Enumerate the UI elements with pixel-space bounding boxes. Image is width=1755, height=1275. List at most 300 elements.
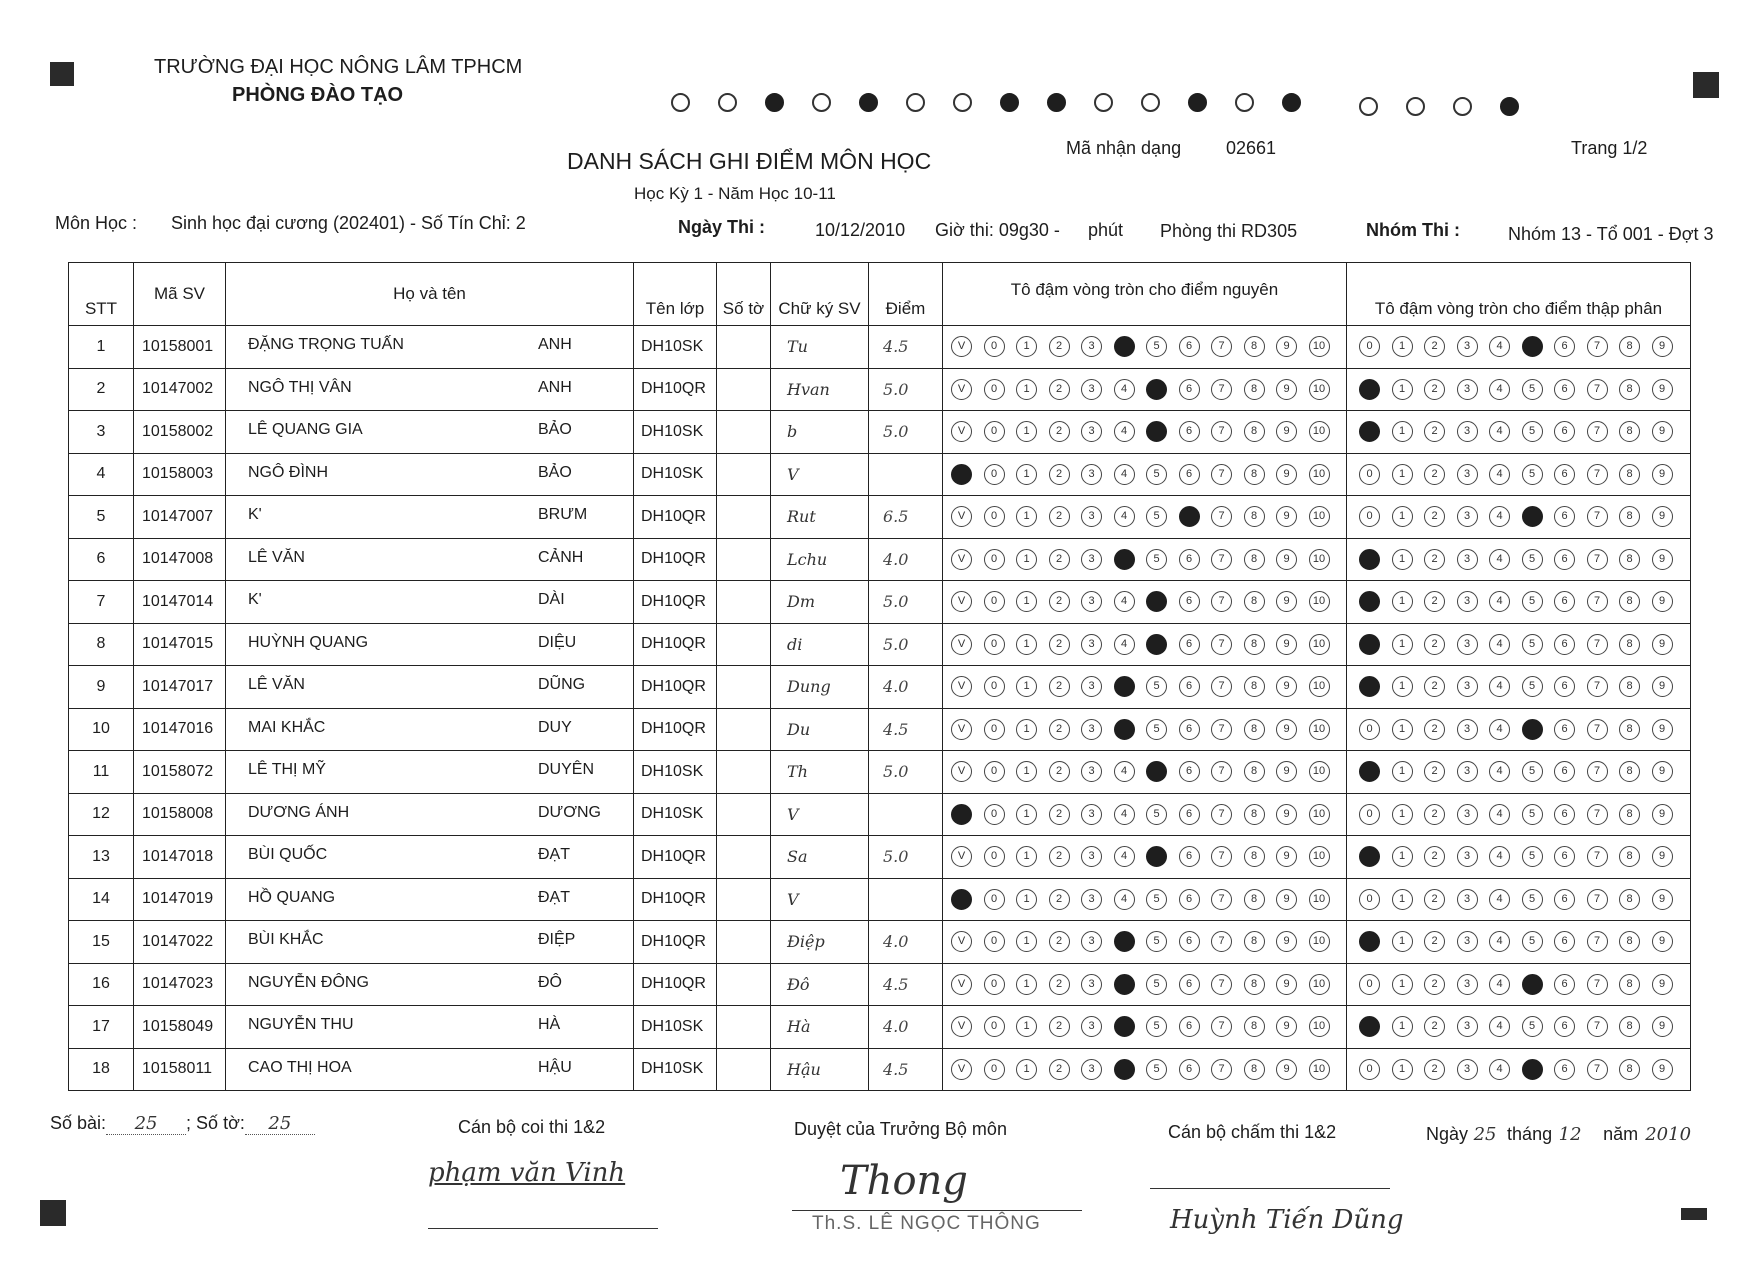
integer-bubble[interactable]: 7 <box>1211 421 1232 442</box>
decimal-bubble[interactable]: 6 <box>1554 549 1575 570</box>
decimal-bubble[interactable] <box>1522 336 1543 357</box>
integer-bubble[interactable]: 6 <box>1179 889 1200 910</box>
decimal-bubble[interactable]: 2 <box>1424 804 1445 825</box>
integer-bubble[interactable]: V <box>951 549 972 570</box>
decimal-bubble[interactable]: 2 <box>1424 634 1445 655</box>
decimal-bubble[interactable]: 4 <box>1489 379 1510 400</box>
decimal-bubble[interactable]: 1 <box>1392 549 1413 570</box>
decimal-bubble[interactable]: 6 <box>1554 1059 1575 1080</box>
decimal-bubble[interactable]: 7 <box>1587 634 1608 655</box>
integer-bubble[interactable]: 7 <box>1211 846 1232 867</box>
integer-bubble[interactable]: 1 <box>1016 1059 1037 1080</box>
integer-bubble[interactable]: 4 <box>1114 421 1135 442</box>
integer-bubble[interactable]: 3 <box>1081 846 1102 867</box>
decimal-bubble[interactable]: 7 <box>1587 421 1608 442</box>
integer-bubble[interactable]: 10 <box>1309 1016 1330 1037</box>
integer-bubble[interactable]: 9 <box>1276 549 1297 570</box>
integer-bubble[interactable]: 9 <box>1276 761 1297 782</box>
decimal-bubble[interactable]: 3 <box>1457 676 1478 697</box>
integer-bubble[interactable]: 4 <box>1114 506 1135 527</box>
decimal-bubble[interactable]: 9 <box>1652 464 1673 485</box>
decimal-bubble[interactable]: 3 <box>1457 761 1478 782</box>
decimal-bubble[interactable]: 0 <box>1359 506 1380 527</box>
integer-bubble[interactable]: V <box>951 761 972 782</box>
integer-bubble[interactable]: 7 <box>1211 591 1232 612</box>
decimal-bubble[interactable]: 2 <box>1424 591 1445 612</box>
decimal-bubble[interactable]: 8 <box>1619 761 1640 782</box>
decimal-bubble[interactable]: 7 <box>1587 676 1608 697</box>
integer-bubble[interactable]: 9 <box>1276 421 1297 442</box>
integer-bubble[interactable]: 9 <box>1276 676 1297 697</box>
integer-bubble[interactable]: 3 <box>1081 549 1102 570</box>
decimal-bubble[interactable] <box>1359 591 1380 612</box>
decimal-bubble[interactable]: 9 <box>1652 931 1673 952</box>
decimal-bubble[interactable]: 7 <box>1587 974 1608 995</box>
decimal-bubble[interactable]: 3 <box>1457 549 1478 570</box>
decimal-bubble[interactable]: 6 <box>1554 379 1575 400</box>
integer-bubble[interactable]: 5 <box>1146 549 1167 570</box>
decimal-bubble[interactable]: 2 <box>1424 931 1445 952</box>
decimal-bubble[interactable]: 1 <box>1392 1016 1413 1037</box>
decimal-bubble[interactable]: 1 <box>1392 761 1413 782</box>
decimal-bubble[interactable]: 6 <box>1554 421 1575 442</box>
decimal-bubble[interactable]: 0 <box>1359 464 1380 485</box>
decimal-bubble[interactable]: 7 <box>1587 931 1608 952</box>
integer-bubble[interactable]: 8 <box>1244 506 1265 527</box>
decimal-bubble[interactable]: 6 <box>1554 591 1575 612</box>
integer-bubble[interactable]: 3 <box>1081 1059 1102 1080</box>
decimal-bubble[interactable]: 4 <box>1489 336 1510 357</box>
integer-bubble[interactable]: 3 <box>1081 634 1102 655</box>
integer-bubble[interactable] <box>1146 846 1167 867</box>
integer-bubble[interactable]: 9 <box>1276 974 1297 995</box>
integer-bubble[interactable]: 1 <box>1016 974 1037 995</box>
integer-bubble[interactable]: 8 <box>1244 634 1265 655</box>
decimal-bubble[interactable]: 7 <box>1587 804 1608 825</box>
integer-bubble[interactable]: 0 <box>984 676 1005 697</box>
decimal-bubble[interactable]: 0 <box>1359 336 1380 357</box>
integer-bubble[interactable]: V <box>951 421 972 442</box>
decimal-bubble[interactable]: 8 <box>1619 506 1640 527</box>
decimal-bubble[interactable]: 8 <box>1619 549 1640 570</box>
decimal-bubble[interactable]: 4 <box>1489 846 1510 867</box>
decimal-bubble[interactable]: 3 <box>1457 634 1478 655</box>
integer-bubble[interactable]: 10 <box>1309 931 1330 952</box>
decimal-bubble[interactable]: 4 <box>1489 761 1510 782</box>
integer-bubble[interactable]: 7 <box>1211 1059 1232 1080</box>
integer-bubble[interactable] <box>1114 931 1135 952</box>
integer-bubble[interactable]: 10 <box>1309 889 1330 910</box>
integer-bubble[interactable]: 6 <box>1179 591 1200 612</box>
integer-bubble[interactable]: 2 <box>1049 634 1070 655</box>
integer-bubble[interactable]: 1 <box>1016 719 1037 740</box>
decimal-bubble[interactable]: 2 <box>1424 549 1445 570</box>
integer-bubble[interactable]: 0 <box>984 464 1005 485</box>
decimal-bubble[interactable]: 6 <box>1554 1016 1575 1037</box>
decimal-bubble[interactable]: 7 <box>1587 1016 1608 1037</box>
decimal-bubble[interactable]: 7 <box>1587 889 1608 910</box>
integer-bubble[interactable]: 9 <box>1276 1059 1297 1080</box>
integer-bubble[interactable]: V <box>951 846 972 867</box>
decimal-bubble[interactable]: 1 <box>1392 591 1413 612</box>
integer-bubble[interactable]: 5 <box>1146 506 1167 527</box>
integer-bubble[interactable]: 8 <box>1244 719 1265 740</box>
decimal-bubble[interactable]: 5 <box>1522 676 1543 697</box>
integer-bubble[interactable]: 5 <box>1146 1016 1167 1037</box>
integer-bubble[interactable]: 3 <box>1081 719 1102 740</box>
decimal-bubble[interactable]: 7 <box>1587 549 1608 570</box>
integer-bubble[interactable] <box>1146 591 1167 612</box>
integer-bubble[interactable]: 1 <box>1016 761 1037 782</box>
integer-bubble[interactable]: 4 <box>1114 761 1135 782</box>
integer-bubble[interactable]: 10 <box>1309 379 1330 400</box>
decimal-bubble[interactable] <box>1522 719 1543 740</box>
decimal-bubble[interactable]: 3 <box>1457 889 1478 910</box>
integer-bubble[interactable]: 0 <box>984 719 1005 740</box>
decimal-bubble[interactable]: 9 <box>1652 804 1673 825</box>
decimal-bubble[interactable]: 0 <box>1359 719 1380 740</box>
integer-bubble[interactable]: 10 <box>1309 464 1330 485</box>
decimal-bubble[interactable]: 4 <box>1489 421 1510 442</box>
integer-bubble[interactable]: 1 <box>1016 506 1037 527</box>
decimal-bubble[interactable]: 8 <box>1619 676 1640 697</box>
integer-bubble[interactable]: 4 <box>1114 591 1135 612</box>
integer-bubble[interactable]: 3 <box>1081 676 1102 697</box>
decimal-bubble[interactable]: 8 <box>1619 379 1640 400</box>
integer-bubble[interactable] <box>1146 421 1167 442</box>
decimal-bubble[interactable]: 4 <box>1489 889 1510 910</box>
decimal-bubble[interactable]: 2 <box>1424 379 1445 400</box>
decimal-bubble[interactable]: 5 <box>1522 846 1543 867</box>
integer-bubble[interactable]: 8 <box>1244 379 1265 400</box>
integer-bubble[interactable]: 8 <box>1244 974 1265 995</box>
integer-bubble[interactable]: 9 <box>1276 591 1297 612</box>
decimal-bubble[interactable]: 3 <box>1457 804 1478 825</box>
integer-bubble[interactable]: 3 <box>1081 804 1102 825</box>
integer-bubble[interactable]: 1 <box>1016 1016 1037 1037</box>
integer-bubble[interactable]: 2 <box>1049 336 1070 357</box>
decimal-bubble[interactable]: 9 <box>1652 549 1673 570</box>
decimal-bubble[interactable]: 1 <box>1392 889 1413 910</box>
decimal-bubble[interactable]: 5 <box>1522 464 1543 485</box>
integer-bubble[interactable]: 7 <box>1211 464 1232 485</box>
decimal-bubble[interactable]: 6 <box>1554 804 1575 825</box>
integer-bubble[interactable]: 2 <box>1049 379 1070 400</box>
integer-bubble[interactable]: 0 <box>984 336 1005 357</box>
decimal-bubble[interactable]: 2 <box>1424 336 1445 357</box>
integer-bubble[interactable]: 3 <box>1081 761 1102 782</box>
integer-bubble[interactable]: 5 <box>1146 974 1167 995</box>
integer-bubble[interactable]: 7 <box>1211 634 1232 655</box>
integer-bubble[interactable]: 1 <box>1016 889 1037 910</box>
integer-bubble[interactable]: 3 <box>1081 889 1102 910</box>
integer-bubble[interactable]: 1 <box>1016 634 1037 655</box>
integer-bubble[interactable]: 9 <box>1276 931 1297 952</box>
decimal-bubble[interactable]: 4 <box>1489 464 1510 485</box>
decimal-bubble[interactable]: 1 <box>1392 974 1413 995</box>
decimal-bubble[interactable]: 1 <box>1392 506 1413 527</box>
decimal-bubble[interactable]: 9 <box>1652 676 1673 697</box>
decimal-bubble[interactable]: 6 <box>1554 974 1575 995</box>
decimal-bubble[interactable]: 3 <box>1457 974 1478 995</box>
integer-bubble[interactable]: 6 <box>1179 549 1200 570</box>
decimal-bubble[interactable]: 2 <box>1424 464 1445 485</box>
integer-bubble[interactable]: 8 <box>1244 1016 1265 1037</box>
decimal-bubble[interactable]: 9 <box>1652 1059 1673 1080</box>
integer-bubble[interactable]: V <box>951 719 972 740</box>
decimal-bubble[interactable] <box>1359 676 1380 697</box>
decimal-bubble[interactable]: 3 <box>1457 464 1478 485</box>
integer-bubble[interactable]: 9 <box>1276 846 1297 867</box>
decimal-bubble[interactable] <box>1359 634 1380 655</box>
decimal-bubble[interactable]: 3 <box>1457 336 1478 357</box>
integer-bubble[interactable]: 4 <box>1114 804 1135 825</box>
integer-bubble[interactable]: 1 <box>1016 591 1037 612</box>
integer-bubble[interactable]: 8 <box>1244 761 1265 782</box>
decimal-bubble[interactable]: 2 <box>1424 1016 1445 1037</box>
integer-bubble[interactable]: 2 <box>1049 889 1070 910</box>
decimal-bubble[interactable]: 4 <box>1489 1059 1510 1080</box>
integer-bubble[interactable]: V <box>951 591 972 612</box>
integer-bubble[interactable]: 3 <box>1081 591 1102 612</box>
decimal-bubble[interactable]: 3 <box>1457 719 1478 740</box>
decimal-bubble[interactable]: 9 <box>1652 889 1673 910</box>
integer-bubble[interactable]: 6 <box>1179 634 1200 655</box>
integer-bubble[interactable]: 2 <box>1049 464 1070 485</box>
decimal-bubble[interactable]: 8 <box>1619 974 1640 995</box>
integer-bubble[interactable]: 3 <box>1081 336 1102 357</box>
integer-bubble[interactable]: 7 <box>1211 336 1232 357</box>
integer-bubble[interactable]: 6 <box>1179 676 1200 697</box>
integer-bubble[interactable]: 1 <box>1016 421 1037 442</box>
decimal-bubble[interactable]: 7 <box>1587 719 1608 740</box>
integer-bubble[interactable]: 1 <box>1016 846 1037 867</box>
integer-bubble[interactable]: 1 <box>1016 931 1037 952</box>
integer-bubble[interactable]: 2 <box>1049 1016 1070 1037</box>
integer-bubble[interactable]: 10 <box>1309 676 1330 697</box>
decimal-bubble[interactable]: 1 <box>1392 931 1413 952</box>
decimal-bubble[interactable]: 0 <box>1359 974 1380 995</box>
decimal-bubble[interactable]: 5 <box>1522 421 1543 442</box>
decimal-bubble[interactable]: 2 <box>1424 974 1445 995</box>
decimal-bubble[interactable]: 1 <box>1392 421 1413 442</box>
decimal-bubble[interactable]: 0 <box>1359 889 1380 910</box>
integer-bubble[interactable]: 1 <box>1016 336 1037 357</box>
integer-bubble[interactable]: 0 <box>984 591 1005 612</box>
integer-bubble[interactable] <box>951 889 972 910</box>
decimal-bubble[interactable]: 9 <box>1652 1016 1673 1037</box>
decimal-bubble[interactable]: 7 <box>1587 506 1608 527</box>
integer-bubble[interactable]: 2 <box>1049 421 1070 442</box>
decimal-bubble[interactable]: 5 <box>1522 804 1543 825</box>
decimal-bubble[interactable] <box>1359 761 1380 782</box>
decimal-bubble[interactable]: 1 <box>1392 846 1413 867</box>
decimal-bubble[interactable]: 8 <box>1619 464 1640 485</box>
decimal-bubble[interactable]: 2 <box>1424 719 1445 740</box>
integer-bubble[interactable] <box>1114 719 1135 740</box>
decimal-bubble[interactable]: 3 <box>1457 846 1478 867</box>
integer-bubble[interactable]: 7 <box>1211 1016 1232 1037</box>
integer-bubble[interactable] <box>1114 549 1135 570</box>
integer-bubble[interactable]: 9 <box>1276 506 1297 527</box>
integer-bubble[interactable]: 9 <box>1276 464 1297 485</box>
integer-bubble[interactable]: 3 <box>1081 974 1102 995</box>
integer-bubble[interactable]: V <box>951 974 972 995</box>
decimal-bubble[interactable]: 3 <box>1457 379 1478 400</box>
integer-bubble[interactable] <box>1179 506 1200 527</box>
decimal-bubble[interactable]: 2 <box>1424 506 1445 527</box>
decimal-bubble[interactable]: 6 <box>1554 931 1575 952</box>
integer-bubble[interactable]: 4 <box>1114 379 1135 400</box>
integer-bubble[interactable]: 6 <box>1179 974 1200 995</box>
integer-bubble[interactable]: 2 <box>1049 761 1070 782</box>
integer-bubble[interactable] <box>1146 379 1167 400</box>
decimal-bubble[interactable] <box>1359 846 1380 867</box>
decimal-bubble[interactable]: 4 <box>1489 634 1510 655</box>
decimal-bubble[interactable]: 5 <box>1522 379 1543 400</box>
decimal-bubble[interactable] <box>1522 506 1543 527</box>
integer-bubble[interactable]: 2 <box>1049 931 1070 952</box>
integer-bubble[interactable]: 8 <box>1244 931 1265 952</box>
decimal-bubble[interactable]: 3 <box>1457 421 1478 442</box>
integer-bubble[interactable]: 8 <box>1244 676 1265 697</box>
decimal-bubble[interactable]: 6 <box>1554 634 1575 655</box>
integer-bubble[interactable]: 0 <box>984 379 1005 400</box>
decimal-bubble[interactable]: 1 <box>1392 379 1413 400</box>
integer-bubble[interactable]: 5 <box>1146 1059 1167 1080</box>
integer-bubble[interactable]: 9 <box>1276 804 1297 825</box>
integer-bubble[interactable]: 2 <box>1049 676 1070 697</box>
integer-bubble[interactable]: 0 <box>984 761 1005 782</box>
integer-bubble[interactable]: V <box>951 676 972 697</box>
decimal-bubble[interactable]: 8 <box>1619 804 1640 825</box>
integer-bubble[interactable]: 1 <box>1016 549 1037 570</box>
integer-bubble[interactable]: 3 <box>1081 506 1102 527</box>
integer-bubble[interactable]: 7 <box>1211 804 1232 825</box>
integer-bubble[interactable]: 7 <box>1211 974 1232 995</box>
integer-bubble[interactable]: 1 <box>1016 464 1037 485</box>
integer-bubble[interactable]: 7 <box>1211 761 1232 782</box>
integer-bubble[interactable]: 3 <box>1081 379 1102 400</box>
decimal-bubble[interactable]: 7 <box>1587 336 1608 357</box>
decimal-bubble[interactable]: 6 <box>1554 846 1575 867</box>
integer-bubble[interactable]: 5 <box>1146 804 1167 825</box>
decimal-bubble[interactable]: 3 <box>1457 506 1478 527</box>
integer-bubble[interactable]: 0 <box>984 421 1005 442</box>
decimal-bubble[interactable]: 6 <box>1554 336 1575 357</box>
integer-bubble[interactable] <box>951 464 972 485</box>
integer-bubble[interactable]: V <box>951 336 972 357</box>
integer-bubble[interactable]: 10 <box>1309 761 1330 782</box>
decimal-bubble[interactable]: 9 <box>1652 761 1673 782</box>
integer-bubble[interactable]: 10 <box>1309 421 1330 442</box>
integer-bubble[interactable]: 5 <box>1146 889 1167 910</box>
integer-bubble[interactable] <box>1114 1016 1135 1037</box>
decimal-bubble[interactable] <box>1359 421 1380 442</box>
integer-bubble[interactable]: 0 <box>984 846 1005 867</box>
decimal-bubble[interactable]: 4 <box>1489 676 1510 697</box>
decimal-bubble[interactable]: 2 <box>1424 1059 1445 1080</box>
decimal-bubble[interactable]: 5 <box>1522 549 1543 570</box>
integer-bubble[interactable] <box>1114 676 1135 697</box>
integer-bubble[interactable]: 4 <box>1114 889 1135 910</box>
integer-bubble[interactable]: 7 <box>1211 379 1232 400</box>
decimal-bubble[interactable]: 8 <box>1619 1059 1640 1080</box>
integer-bubble[interactable] <box>1146 634 1167 655</box>
integer-bubble[interactable]: 2 <box>1049 1059 1070 1080</box>
decimal-bubble[interactable]: 2 <box>1424 676 1445 697</box>
decimal-bubble[interactable]: 8 <box>1619 634 1640 655</box>
decimal-bubble[interactable]: 1 <box>1392 634 1413 655</box>
decimal-bubble[interactable]: 8 <box>1619 719 1640 740</box>
decimal-bubble[interactable]: 3 <box>1457 591 1478 612</box>
decimal-bubble[interactable]: 6 <box>1554 889 1575 910</box>
decimal-bubble[interactable] <box>1359 549 1380 570</box>
integer-bubble[interactable]: 3 <box>1081 931 1102 952</box>
integer-bubble[interactable]: 6 <box>1179 761 1200 782</box>
integer-bubble[interactable]: 6 <box>1179 464 1200 485</box>
integer-bubble[interactable]: 6 <box>1179 336 1200 357</box>
decimal-bubble[interactable]: 9 <box>1652 506 1673 527</box>
decimal-bubble[interactable]: 4 <box>1489 931 1510 952</box>
integer-bubble[interactable]: 3 <box>1081 1016 1102 1037</box>
integer-bubble[interactable]: 6 <box>1179 379 1200 400</box>
decimal-bubble[interactable]: 6 <box>1554 761 1575 782</box>
integer-bubble[interactable]: 6 <box>1179 719 1200 740</box>
decimal-bubble[interactable]: 9 <box>1652 974 1673 995</box>
integer-bubble[interactable]: 0 <box>984 1059 1005 1080</box>
decimal-bubble[interactable]: 2 <box>1424 421 1445 442</box>
integer-bubble[interactable]: 8 <box>1244 421 1265 442</box>
integer-bubble[interactable] <box>1146 761 1167 782</box>
decimal-bubble[interactable]: 6 <box>1554 676 1575 697</box>
integer-bubble[interactable]: 5 <box>1146 464 1167 485</box>
integer-bubble[interactable]: 9 <box>1276 336 1297 357</box>
decimal-bubble[interactable]: 8 <box>1619 889 1640 910</box>
integer-bubble[interactable]: 0 <box>984 634 1005 655</box>
integer-bubble[interactable]: 7 <box>1211 931 1232 952</box>
decimal-bubble[interactable]: 4 <box>1489 719 1510 740</box>
decimal-bubble[interactable]: 2 <box>1424 846 1445 867</box>
decimal-bubble[interactable]: 1 <box>1392 1059 1413 1080</box>
decimal-bubble[interactable]: 5 <box>1522 1016 1543 1037</box>
integer-bubble[interactable]: 10 <box>1309 804 1330 825</box>
decimal-bubble[interactable]: 5 <box>1522 761 1543 782</box>
integer-bubble[interactable]: 5 <box>1146 676 1167 697</box>
decimal-bubble[interactable]: 8 <box>1619 336 1640 357</box>
decimal-bubble[interactable]: 1 <box>1392 676 1413 697</box>
decimal-bubble[interactable]: 1 <box>1392 464 1413 485</box>
decimal-bubble[interactable]: 1 <box>1392 719 1413 740</box>
integer-bubble[interactable]: 9 <box>1276 379 1297 400</box>
decimal-bubble[interactable]: 1 <box>1392 336 1413 357</box>
integer-bubble[interactable]: 3 <box>1081 464 1102 485</box>
integer-bubble[interactable]: 7 <box>1211 549 1232 570</box>
integer-bubble[interactable]: 2 <box>1049 591 1070 612</box>
integer-bubble[interactable]: 10 <box>1309 719 1330 740</box>
integer-bubble[interactable]: 9 <box>1276 1016 1297 1037</box>
integer-bubble[interactable] <box>1114 336 1135 357</box>
decimal-bubble[interactable] <box>1359 931 1380 952</box>
decimal-bubble[interactable]: 8 <box>1619 591 1640 612</box>
integer-bubble[interactable]: 8 <box>1244 804 1265 825</box>
decimal-bubble[interactable]: 9 <box>1652 719 1673 740</box>
decimal-bubble[interactable]: 5 <box>1522 889 1543 910</box>
decimal-bubble[interactable]: 0 <box>1359 1059 1380 1080</box>
integer-bubble[interactable]: 8 <box>1244 1059 1265 1080</box>
integer-bubble[interactable]: 6 <box>1179 846 1200 867</box>
integer-bubble[interactable]: 1 <box>1016 379 1037 400</box>
